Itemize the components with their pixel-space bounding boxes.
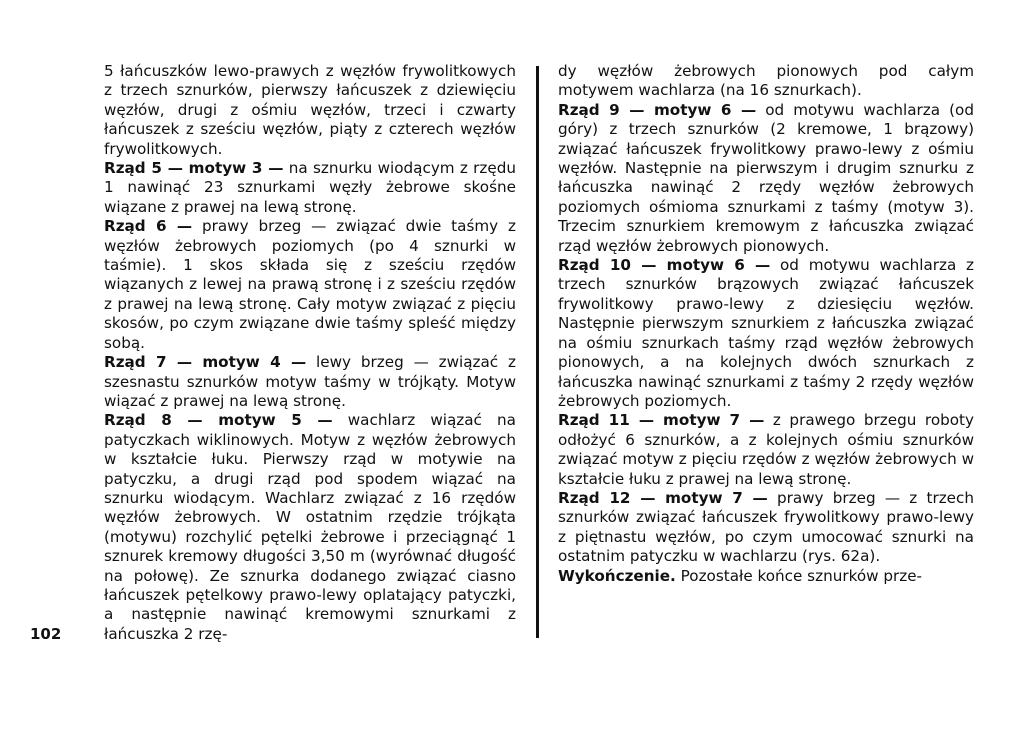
row-8-heading: Rząd 8 — motyw 5 — — [104, 411, 333, 430]
row-5-text: na sznurku wiodącym z rzędu 1 nawinąć 23 sznurkami węzły żebrowe skośne wiązane z prawej na lewą stronę. — [104, 159, 516, 216]
continued-text: dy węzłów żebrowych pionowych pod całym motywem wachlarza (na 16 sznurkach). — [558, 62, 974, 100]
row-9-text: od motywu wachlarza (od góry) z trzech sznurków (2 kremowe, 1 brązowy) związać łańcuszek frywolitkowy prawo-lewy z ośmiu węzłów. Następnie na pierwszym i drugim sznurku z łańcuszka nawinąć 2 rzędy węzłów żebrowych poziomych ośmioma sznurkami z taśmy (motyw 3). Trzecim sznurkiem kremowym z łańcuszka związać rząd węzłów żebrowych pionowych. — [558, 100, 974, 255]
left-paragraph — [104, 62, 516, 644]
row-6-heading: Rząd 6 — — [104, 217, 193, 236]
page-number: 102 — [30, 625, 62, 643]
column-divider — [536, 66, 539, 638]
finishing-heading: Wykończenie. — [558, 566, 676, 585]
left-column — [104, 62, 516, 644]
row-7-text: lewy brzeg — związać z szesnastu sznurków motyw taśmy w trójkąty. Motyw wiązać z prawej na lewą stronę. — [104, 353, 516, 410]
row-9-heading: Rząd 9 — motyw 6 — — [558, 100, 757, 119]
intro-text: 5 łańcuszków lewo-prawych z węzłów frywolitkowych z trzech sznurków, pierwszy łańcuszek z dziewięciu węzłów, drugi z ośmiu węzłów, trzeci i czwarty łańcuszek z sześciu węzłów, piąty z czterech węzłów frywolitkowych. — [104, 62, 516, 158]
row-11-text: z prawego brzegu roboty odłożyć 6 sznurków, a z kolejnych ośmiu sznurków związać motyw z pięciu rzędów z węzłów żebrowych w kształcie łuku z prawej na lewą stronę. — [558, 411, 975, 488]
row-6-text: prawy brzeg — związać dwie taśmy z węzłów żebrowych poziomych (po 4 sznurki w taśmie). 1 skos składa się z sześciu rzędów wiązanych z lewej na prawą stronę i z sześciu rzędów z prawej na lewą stronę. Cały motyw związać z pięciu skosów, po czym związane dwie taśmy spleść między sobą. — [104, 217, 516, 352]
finishing-text: Pozostałe końce sznurków prze- — [675, 566, 923, 585]
row-10-heading: Rząd 10 — motyw 6 — — [558, 256, 771, 275]
right-paragraph — [558, 62, 974, 586]
row-11-heading: Rząd 11 — motyw 7 — — [558, 411, 765, 430]
row-12-heading: Rząd 12 — motyw 7 — — [558, 488, 768, 507]
row-7-heading: Rząd 7 — motyw 4 — — [104, 353, 307, 372]
row-12-text: prawy brzeg — z trzech sznurków związać łańcuszek frywolitkowy prawo-lewy z piętnastu węzłów, po czym umocować sznurki na ostatnim patyczku w wachlarzu (rys. 62a). — [558, 488, 975, 566]
row-10-text: od motywu wachlarza z trzech sznurków brązowych związać łańcuszek frywolitkowy prawo-lewy z dziesięciu węzłów. Następnie pierwszym sznurkiem z łańcuszka związać na ośmiu sznurkach taśmy rząd węzłów żebrowych pionowych, a na kolejnych dwóch sznurkach z łańcuszka nawinąć sznurkami z taśmy 2 rzędy węzłów żebrowych poziomych. — [558, 256, 974, 410]
row-8-text: wachlarz wiązać na patyczkach wiklinowych. Motyw z węzłów żebrowych w kształcie łuku. Pierwszy rząd w motywie na patyczku, a drugi rząd pod spodem wiązać na sznurku wiodącym. Wachlarz związać z 16 rzędów węzłów żebrowych. W ostatnim rzędzie trójkąta (motywu) rozchylić pętelki żebrowe i przeciągnąć 1 sznurek kremowy długości 3,50 m (wyrównać długość na połowę). Ze sznurka dodanego związać ciasno łańcuszek pętelkowy prawo-lewy oplatający patyczki, a następnie nawinąć kremowymi sznurkami z łańcuszka 2 rzę- — [104, 411, 516, 643]
row-5-heading: Rząd 5 — motyw 3 — — [104, 159, 284, 178]
right-column — [558, 62, 974, 586]
